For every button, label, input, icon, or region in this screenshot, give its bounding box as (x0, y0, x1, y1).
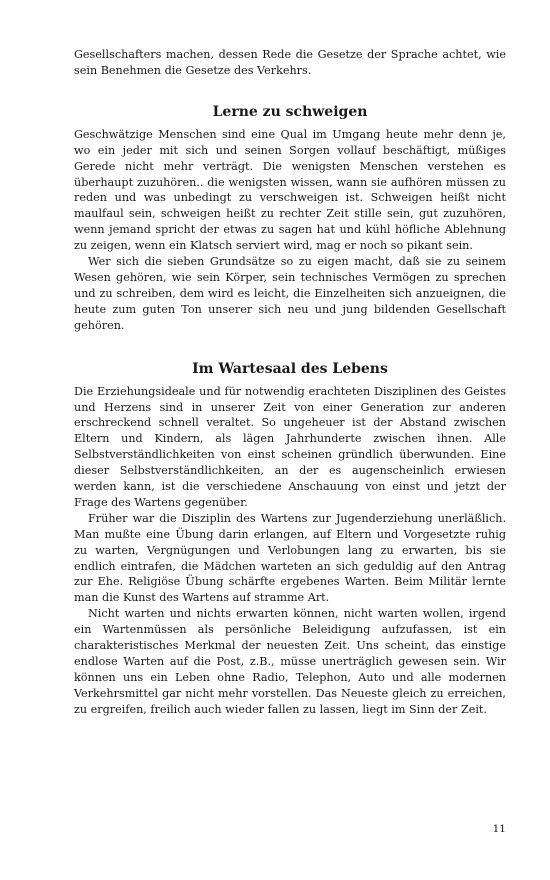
page-number: 11 (492, 823, 506, 835)
paragraph: Wer sich die sieben Grundsätze so zu eigen macht, daß sie zu seinem Wesen gehören, wie sein Körper, sein technisches Vermögen zu sprechen und zu schreiben, dem wird es leicht, die Einzelheiten sich anzueignen, die heute zum guten Ton unserer sich neu und jung bildenden Gesellschaft gehören. (74, 255, 506, 332)
section-heading: Im Wartesaal des Lebens (192, 360, 388, 377)
paragraph: Nicht warten und nichts erwarten können, nicht warten wollen, irgend ein Wartenmüssen als persönliche Beleidigung aufzufassen, ist ein charakteristisches Merkmal der neuesten Zeit. Uns scheint, das einstige endlose Warten auf die Post, z.B., müsse unerträglich gewesen sein. Wir können uns ein Leben ohne Radio, Telephon, Auto und alle modernen Verkehrsmittel gar nicht mehr vorstellen. Das Neueste gleich zu erreichen, zu ergreifen, freilich auch wieder fallen zu lassen, liegt im Sinn der Zeit. (74, 607, 506, 716)
section-heading: Lerne zu schweigen (212, 103, 368, 120)
paragraph: Gesellschafters machen, dessen Rede die Gesetze der Sprache achtet, wie sein Benehmen die Gesetze des Verkehrs. (74, 48, 506, 77)
page-body (74, 47, 506, 718)
paragraph: Früher war die Disziplin des Wartens zur Jugenderziehung unerläßlich. Man mußte eine Übung darin erlangen, auf Eltern und Vorgesetzte ruhig zu warten, Vergnügungen und Verlobungen lang zu erwarten, bis sie endlich eintrafen, die Mädchen warteten an sich geduldig auf den Antrag zur Ehe. Religiöse Übung schärfte ergebenes Warten. Beim Militär lernte man die Kunst des Wartens auf stramme Art. (74, 511, 506, 605)
paragraph: Geschwätzige Menschen sind eine Qual im Umgang heute mehr denn je, wo ein jeder mit sich und seinen Sorgen vollauf beschäftigt, müßiges Gerede nicht mehr verträgt. Die wenigsten Menschen verstehen es überhaupt zuzuhören.. die wenigsten wissen, wann sie aufhören müssen zu reden und was unbedingt zu verschweigen ist. Schweigen heißt nicht maulfaul sein, schweigen heißt zu rechter Zeit stille sein, gut zuzuhören, wenn jemand spricht der etwas zu sagen hat und kühl höfliche Ablehnung zu zeigen, wenn ein Klatsch serviert wird, mag er noch so pikant sein. (74, 127, 506, 253)
paragraph: Die Erziehungsideale und für notwendig erachteten Disziplinen des Geistes und Herzens sind in unserer Zeit von einer Generation zur anderen erschreckend schnell veraltet. So ungeheuer ist der Abstand zwischen Eltern und Kindern, als lägen Jahrhunderte zwischen ihnen. Alle Selbstverständlichkeiten von einst scheinen gründlich überwunden. Eine dieser Selbstverständlichkeiten, an der es augenscheinlich erwiesen werden kann, ist die verschiedene Anschauung von einst und jetzt der Frage des Wartens gegenüber. (74, 384, 506, 509)
